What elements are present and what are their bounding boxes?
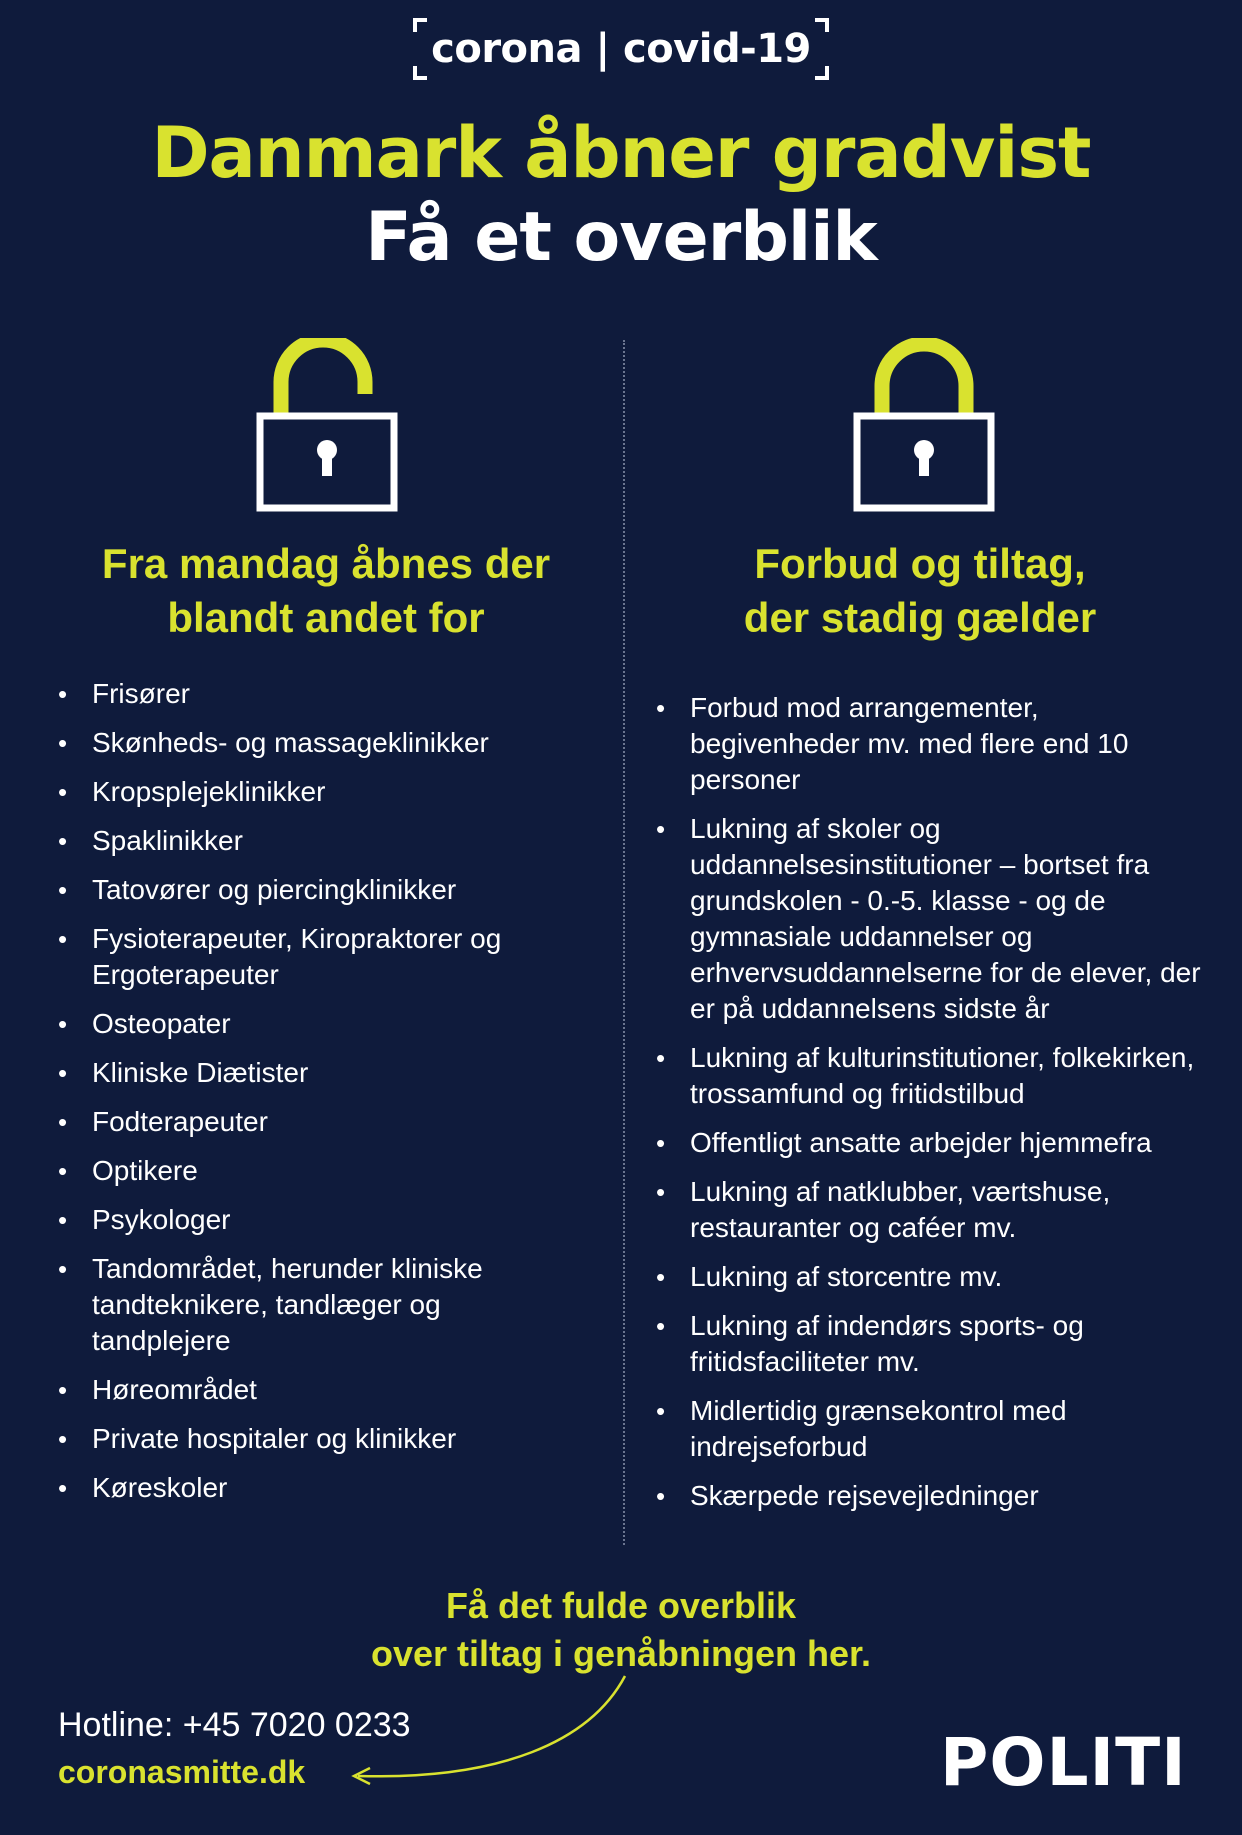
page-subtitle: Få et overblik: [365, 198, 877, 277]
list-item: • Skærpede rejsevejledninger: [656, 1478, 1216, 1514]
brand-label-covid: covid-19: [622, 26, 811, 72]
brand-separator: |: [595, 26, 610, 72]
list-item: • Lukning af skoler og uddannelsesinstitutioner – bortset fra grundskolen - 0.-5. klasse - og de gymnasiale uddannelser og erhvervsuddannelserne for de elever, der er på uddannelsens sidste år: [656, 811, 1216, 1027]
left-heading-line2: blandt andet for: [167, 594, 485, 641]
list-item: • Forbud mod arrangementer, begivenheder mv. med flere end 10 personer: [656, 690, 1216, 798]
list-item: • Lukning af natklubber, værtshuse, restauranter og caféer mv.: [656, 1174, 1216, 1246]
list-item: • Optikere: [58, 1153, 578, 1189]
list-item: • Offentligt ansatte arbejder hjemmefra: [656, 1125, 1216, 1161]
column-divider: [623, 340, 625, 1545]
right-heading-line1: Forbud og tiltag,: [754, 540, 1086, 587]
list-item: • Lukning af kulturinstitutioner, folkekirken, trossamfund og fritidstilbud: [656, 1040, 1216, 1112]
right-item-list: [656, 690, 1216, 1527]
list-item: • Skønheds- og massageklinikker: [58, 725, 578, 761]
left-item-list: [58, 676, 578, 1519]
list-item: • Kliniske Diætister: [58, 1055, 578, 1091]
locked-padlock-icon: [852, 338, 996, 514]
page-title: Danmark åbner gradvist: [151, 112, 1091, 194]
left-column-heading: [46, 537, 606, 645]
brand-bracket-box: [413, 18, 829, 80]
politi-logo: POLITI: [940, 1724, 1187, 1801]
footer-call-to-action: [0, 1582, 1242, 1678]
hotline-text: Hotline: +45 7020 0233: [58, 1706, 411, 1744]
left-heading-line1: Fra mandag åbnes der: [101, 540, 551, 587]
right-heading-line2: der stadig gælder: [743, 594, 1097, 641]
list-item: • Fodterapeuter: [58, 1104, 578, 1140]
cta-line1: Få det fulde overblik: [445, 1585, 797, 1626]
website-link[interactable]: coronasmitte.dk: [58, 1754, 306, 1790]
cta-line2: over tiltag i genåbningen her.: [370, 1633, 872, 1674]
right-column-heading: [640, 537, 1200, 645]
list-item: • Psykologer: [58, 1202, 578, 1238]
list-item: • Lukning af storcentre mv.: [656, 1259, 1216, 1295]
list-item: • Osteopater: [58, 1006, 578, 1042]
list-item: • Private hospitaler og klinikker: [58, 1421, 578, 1457]
list-item: • Høreområdet: [58, 1372, 578, 1408]
list-item: • Tandområdet, herunder kliniske tandteknikere, tandlæger og tandplejere: [58, 1251, 578, 1359]
list-item: • Fysioterapeuter, Kiropraktorer og Ergoterapeuter: [58, 921, 578, 993]
list-item: • Køreskoler: [58, 1470, 578, 1506]
list-item: • Spaklinikker: [58, 823, 578, 859]
brand-header: [0, 18, 1242, 80]
list-item: • Tatovører og piercingklinikker: [58, 872, 578, 908]
list-item: • Lukning af indendørs sports- og fritidsfaciliteter mv.: [656, 1308, 1216, 1380]
list-item: • Midlertidig grænsekontrol med indrejseforbud: [656, 1393, 1216, 1465]
brand-label-corona: corona: [431, 26, 582, 72]
list-item: • Kropsplejeklinikker: [58, 774, 578, 810]
unlocked-padlock-icon: [255, 338, 399, 514]
list-item: • Frisører: [58, 676, 578, 712]
